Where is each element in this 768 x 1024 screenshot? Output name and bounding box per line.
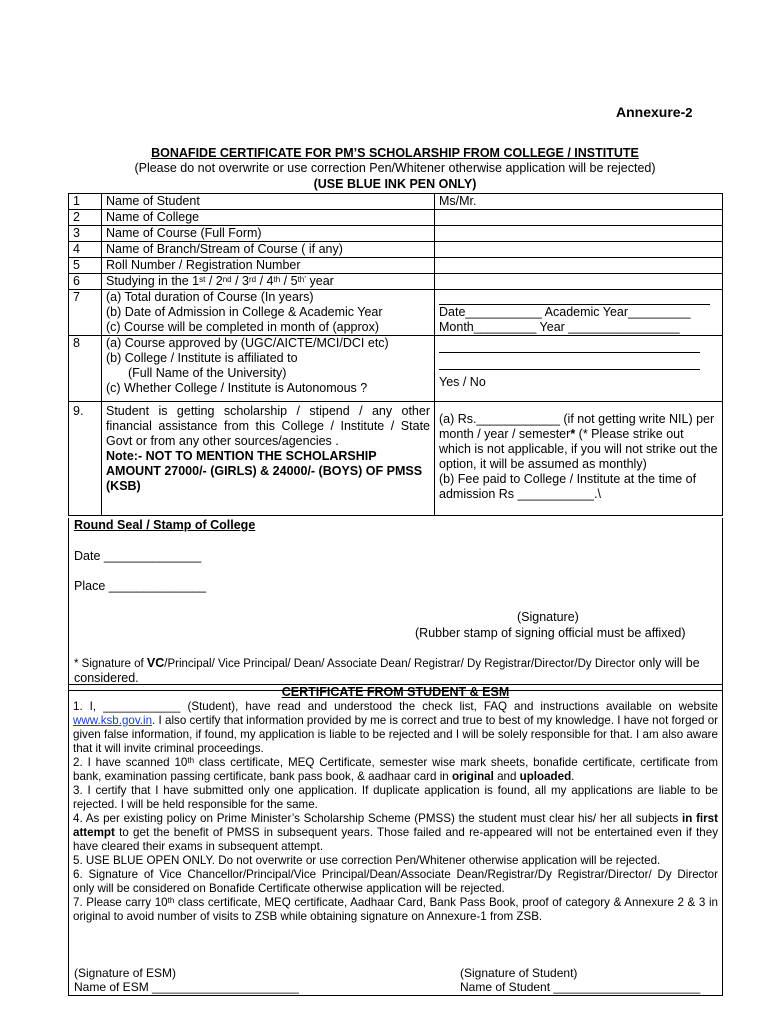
branch-field[interactable] [435, 242, 723, 258]
certificate-point-2: 2. I have scanned 10th class certificate, MEQ Certificate, semester wise mark sheets, bonafide certificate, certificate from bank, examination passing certificate, bank pass book, & aadhaar card in original and uploaded. [73, 756, 718, 783]
esm-signature-block: (Signature of ESM) Name of ESM ______________________ [74, 966, 299, 994]
certificate-point-1: 1. I, ____________ (Student), have read and understood the check list, FAQ and instructions available on website www.ksb.gov.in. I also certify that information provided by me is correct and true to best of my knowledge. I have not forged or given false information, if found, my application is liable to be rejected and I will be solely responsible for that. I am also aware that it will invite criminal proceedings. [73, 700, 718, 755]
table-row: 2 Name of College [69, 210, 723, 226]
form-title: BONAFIDE CERTIFICATE FOR PM’S SCHOLARSHIP FROM COLLEGE / INSTITUTE [151, 146, 639, 160]
esm-name-field[interactable]: Name of ESM ______________________ [74, 980, 299, 994]
annexure-label: Annexure-2 [616, 104, 693, 120]
year-of-study-label: Studying in the $1st / 2nd / 3rd / 4th / 5^{th’}$ year [102, 274, 435, 290]
table-row: 6 Studying in the $1st / 2nd / 3rd / 4th / 5^{th’}$ year [69, 274, 723, 290]
table-row: 4 Name of Branch/Stream of Course ( if any) [69, 242, 723, 258]
college-name-label: Name of College [102, 210, 435, 226]
student-name-signature-field[interactable]: Name of Student ______________________ [460, 980, 701, 994]
roll-number-field[interactable] [435, 258, 723, 274]
table-row: 9. Student is getting scholarship / stipend / any other financial assistance from this College / Institute / State Govt or from any other sources/agencies . Note:- NOT TO MENTION THE SCHOLARSHIP AMOUNT 27000/- (GIRLS) & 24000/- (BOYS) OF PMSS (KSB) (a) Rs.____________ (if not getting write NIL) per month / year / semester* (* Please strike out which is not applicable, if you will not strike out the option, it will be assumed as monthly) (b) Fee paid to College / Institute at the time of admission Rs ___________.\ [69, 402, 723, 516]
branch-label: Name of Branch/Stream of Course ( if any) [102, 242, 435, 258]
place-field[interactable]: Place ______________ [74, 579, 207, 593]
certificate-point-7: 7. Please carry 10th class certificate, MEQ certificate, Aadhaar Card, Bank Pass Book, proof of category & Annexure 2 & 3 in original to avoid number of visits to ZSB while obtaining signature on Annexure-1 from ZSB. [73, 896, 718, 923]
date-field[interactable]: Date ______________ [74, 549, 202, 563]
course-duration-label: (a) Total duration of Course (In years) (b) Date of Admission in College & Academic Year (c) Course will be completed in month of (approx) [102, 290, 435, 336]
student-signature-block: (Signature of Student) Name of Student ______________________ [460, 966, 701, 994]
course-name-field[interactable] [435, 226, 723, 242]
college-name-field[interactable] [435, 210, 723, 226]
signature-label: (Signature) [517, 610, 579, 624]
signature-footnote: * Signature of VC/Principal/ Vice Principal/ Dean/ Associate Dean/ Registrar/ Dy Registrar/Director/Dy Director only will be considered. [74, 656, 700, 685]
student-esm-certificate [68, 684, 723, 996]
table-row: 3 Name of Course (Full Form) [69, 226, 723, 242]
scholarship-label: Student is getting scholarship / stipend / any other financial assistance from this College / Institute / State Govt or from any other sources/agencies . Note:- NOT TO MENTION THE SCHOLARSHIP AMOUNT 27000/- (GIRLS) & 24000/- (BOYS) OF PMSS (KSB) [102, 402, 435, 516]
college-seal-section [68, 518, 723, 691]
form-subtitle: (Please do not overwrite or use correction Pen/Whitener otherwise application will be rejected) [134, 161, 656, 175]
course-approval-label: (a) Course approved by (UGC/AICTE/MCI/DCI etc) (b) College / Institute is affiliated to (Full Name of the University) (c) Whether College / Institute is Autonomous ? [102, 336, 435, 402]
certificate-point-5: 5. USE BLUE OPEN ONLY. Do not overwrite or use correction Pen/Whitener otherwise application will be rejected. [73, 854, 661, 867]
ksb-website-link[interactable]: www.ksb.gov.in [73, 714, 153, 727]
scholarship-field[interactable]: (a) Rs.____________ (if not getting write NIL) per month / year / semester* (* Please strike out which is not applicable, if you will not strike out the option, it will be assumed as monthly) (b) Fee paid to College / Institute at the time of admission Rs ___________.\ [435, 402, 723, 516]
seal-heading: Round Seal / Stamp of College [74, 518, 256, 532]
course-name-label: Name of Course (Full Form) [102, 226, 435, 242]
student-name-field[interactable]: Ms/Mr. [435, 194, 723, 210]
year-of-study-field[interactable] [435, 274, 723, 290]
certificate-point-6: 6. Signature of Vice Chancellor/Principal/Vice Principal/Dean/Associate Dean/Registrar/Dy Registrar/Director/ Dy Director only will be considered on Bonafide Certificate otherwise application will be rejected. [73, 868, 718, 895]
rubber-stamp-note: (Rubber stamp of signing official must be affixed) [415, 626, 686, 640]
certificate-point-4: 4. As per existing policy on Prime Minister’s Scholarship Scheme (PMSS) the student must clear his/ her all subjects in first attempt to get the benefit of PMSS in subsequent years. Those failed and re-appeared will not be entertained even if they have cleared their exams in subsequent attempt. [73, 812, 718, 853]
table-row: 7 (a) Total duration of Course (In years) (b) Date of Admission in College & Academic Year (c) Course will be completed in month of (approx) Date___________ Academic Year_________ Month_________ Year ________________ [69, 290, 723, 336]
certificate-heading: CERTIFICATE FROM STUDENT & ESM [281, 685, 510, 699]
table-row: 1 Name of Student Ms/Mr. [69, 194, 723, 210]
course-approval-field[interactable]: Yes / No [435, 336, 723, 402]
details-table [68, 193, 723, 516]
table-row: 5 Roll Number / Registration Number [69, 258, 723, 274]
course-duration-field[interactable]: Date___________ Academic Year_________ Month_________ Year ________________ [435, 290, 723, 336]
certificate-point-3: 3. I certify that I have submitted only one application. If duplicate application is found, all my applications are liable to be rejected. I will be held responsible for the same. [73, 784, 718, 811]
student-name-label: Name of Student [102, 194, 435, 210]
roll-number-label: Roll Number / Registration Number [102, 258, 435, 274]
table-row: 8 (a) Course approved by (UGC/AICTE/MCI/DCI etc) (b) College / Institute is affiliated to (Full Name of the University) (c) Whether College / Institute is Autonomous ? Yes / No [69, 336, 723, 402]
ink-note: (USE BLUE INK PEN ONLY) [313, 177, 477, 191]
